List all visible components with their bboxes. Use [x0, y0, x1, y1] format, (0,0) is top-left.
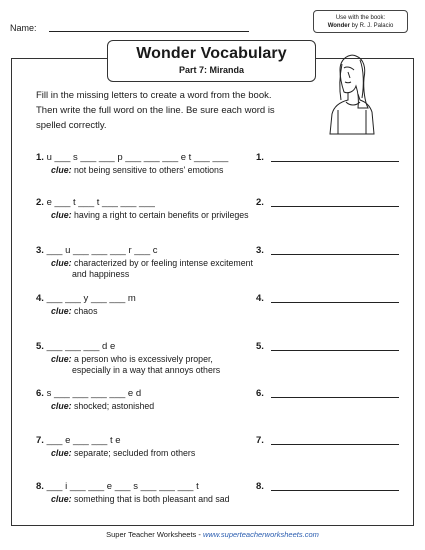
- item-number: 2.: [36, 197, 44, 208]
- clue-text: characterized by or feeling intense excitement: [71, 258, 253, 268]
- letter-pattern: e ___ t ___ t ___ ___ ___: [43, 197, 155, 208]
- answer-number: 6.: [256, 388, 264, 399]
- answer-line[interactable]: [271, 350, 399, 351]
- clue-label: clue:: [51, 165, 72, 175]
- clue-label: clue:: [51, 354, 72, 364]
- letter-pattern: ___ u ___ ___ ___ r ___ c: [43, 245, 158, 256]
- vocab-item-3: [36, 245, 416, 279]
- item-number: 4.: [36, 293, 44, 304]
- letter-pattern: ___ i ___ ___ e ___ s ___ ___ ___ t: [43, 481, 199, 492]
- clue: [51, 165, 281, 176]
- clue-label: clue:: [51, 494, 72, 504]
- clue: [51, 306, 281, 317]
- book-info-box: [313, 10, 408, 33]
- clue: [51, 448, 281, 459]
- clue-text: not being sensitive to others' emotions: [71, 165, 224, 175]
- worksheet-subtitle: Part 7: Miranda: [178, 65, 245, 75]
- clue: [51, 401, 281, 412]
- answer-number: 5.: [256, 341, 264, 352]
- answer-number: 4.: [256, 293, 264, 304]
- item-number: 8.: [36, 481, 44, 492]
- clue-label: clue:: [51, 258, 72, 268]
- book-author: by R. J. Palacio: [349, 23, 394, 29]
- letter-pattern: ___ ___ y ___ ___ m: [43, 293, 136, 304]
- clue-text-continued: and happiness: [72, 269, 130, 279]
- answer-line[interactable]: [271, 254, 399, 255]
- vocab-item-8: [36, 481, 416, 504]
- title-box: [107, 40, 316, 82]
- book-info-line1: Use with the book:: [335, 15, 386, 21]
- answer-line[interactable]: [271, 161, 399, 162]
- item-number: 5.: [36, 341, 44, 352]
- item-number: 1.: [36, 152, 44, 163]
- miranda-illustration: [318, 50, 378, 135]
- answer-number: 1.: [256, 152, 264, 163]
- clue-label: clue:: [51, 306, 72, 316]
- clue-text: having a right to certain benefits or privileges: [71, 210, 249, 220]
- item-number: 6.: [36, 388, 44, 399]
- letter-pattern: ___ ___ ___ d e: [43, 341, 116, 352]
- answer-line[interactable]: [271, 302, 399, 303]
- answer-line[interactable]: [271, 490, 399, 491]
- name-label: Name:: [10, 23, 37, 33]
- footer-link[interactable]: www.superteacherworksheets.com: [202, 530, 319, 539]
- clue-text-continued: especially in a way that annoys others: [72, 365, 221, 375]
- clue: [51, 354, 281, 376]
- answer-number: 3.: [256, 245, 264, 256]
- clue-label: clue:: [51, 401, 72, 411]
- letter-pattern: s ___ ___ ___ ___ e d: [43, 388, 142, 399]
- vocab-item-7: [36, 435, 416, 458]
- clue: [51, 210, 281, 221]
- clue-text: shocked; astonished: [71, 401, 155, 411]
- book-info-line2: [314, 22, 407, 30]
- vocab-item-2: [36, 197, 416, 220]
- answer-number: 8.: [256, 481, 264, 492]
- item-number: 7.: [36, 435, 44, 446]
- vocab-item-4: [36, 293, 416, 316]
- vocab-item-6: [36, 388, 416, 411]
- clue: [51, 258, 281, 280]
- footer: [0, 530, 425, 539]
- answer-line[interactable]: [271, 444, 399, 445]
- clue-text: chaos: [71, 306, 98, 316]
- footer-text: Super Teacher Worksheets -: [106, 530, 203, 539]
- letter-pattern: ___ e ___ ___ t e: [43, 435, 121, 446]
- answer-line[interactable]: [271, 397, 399, 398]
- letter-pattern: u ___ s ___ ___ p ___ ___ ___ e t ___ ___: [43, 152, 229, 163]
- answer-number: 2.: [256, 197, 264, 208]
- clue: [51, 494, 281, 505]
- clue-label: clue:: [51, 210, 72, 220]
- clue-text: a person who is excessively proper,: [71, 354, 213, 364]
- item-number: 3.: [36, 245, 44, 256]
- clue-text: something that is both pleasant and sad: [71, 494, 230, 504]
- vocab-item-5: [36, 341, 416, 375]
- worksheet-title: Wonder Vocabulary: [136, 45, 287, 62]
- vocab-item-1: [36, 152, 416, 175]
- clue-label: clue:: [51, 448, 72, 458]
- answer-number: 7.: [256, 435, 264, 446]
- book-title: Wonder: [327, 23, 350, 29]
- clue-text: separate; secluded from others: [71, 448, 196, 458]
- name-line[interactable]: [49, 31, 249, 32]
- answer-line[interactable]: [271, 206, 399, 207]
- instructions: Fill in the missing letters to create a word from the book. Then write the full word on the line. Be sure each word is spelled correctly.: [36, 90, 275, 131]
